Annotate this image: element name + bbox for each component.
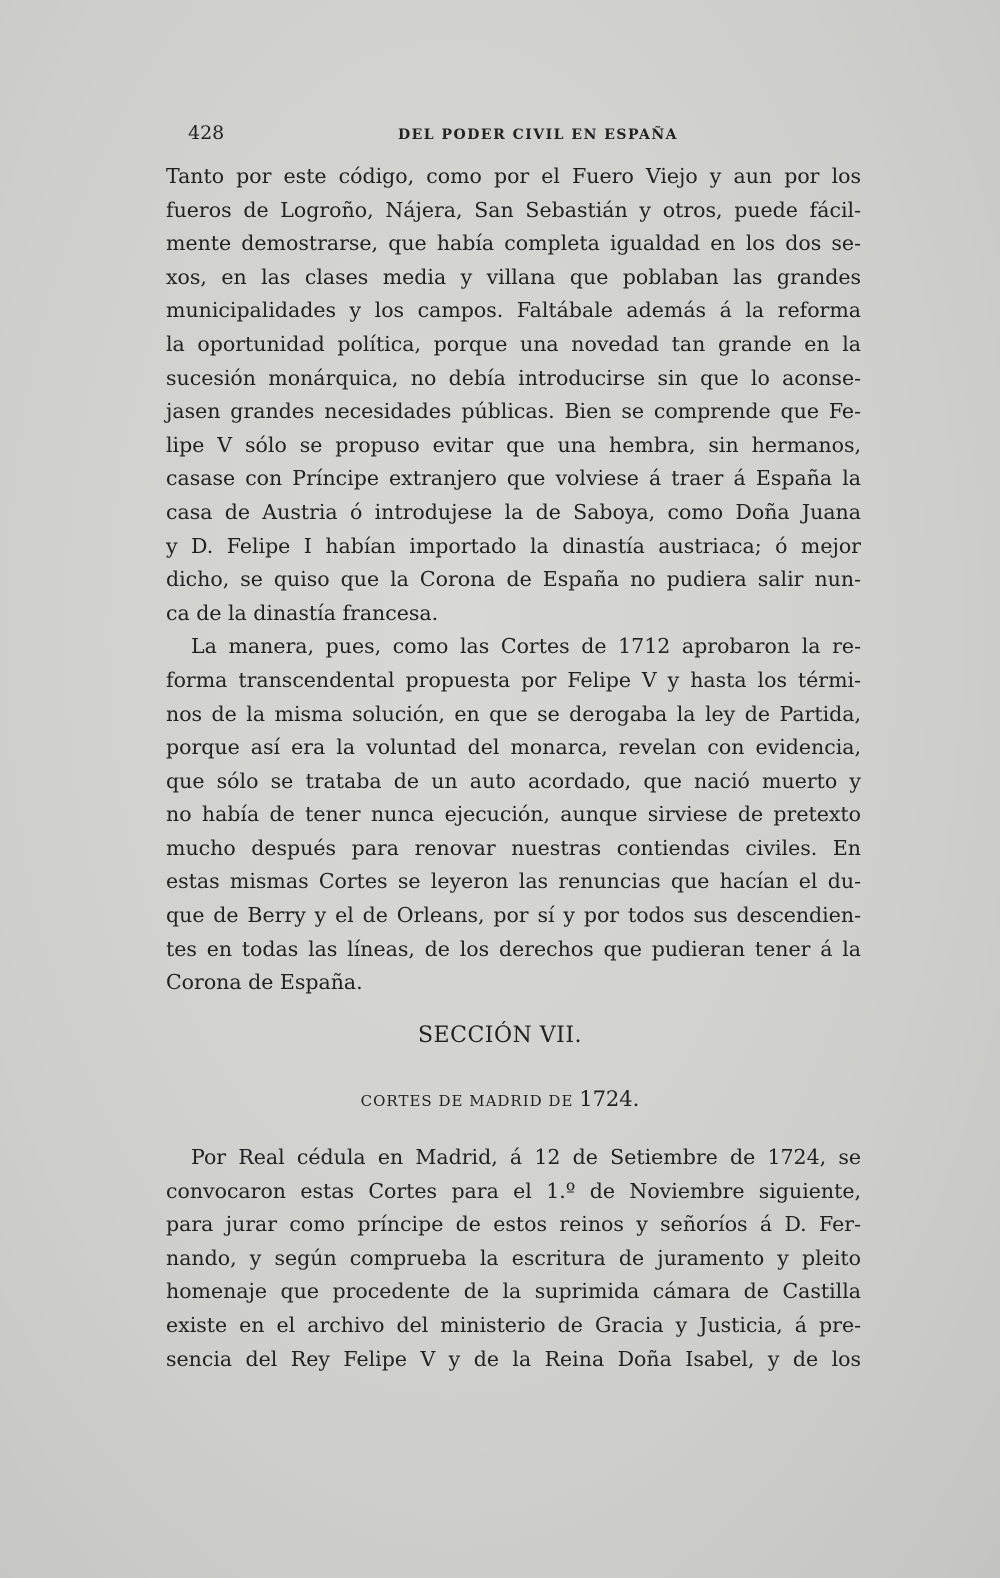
subheading-year: 1724. [579, 1087, 640, 1111]
text-line: sencia del Rey Felipe V y de la Reina Doña Isabel, y de los [166, 1346, 861, 1371]
text-line: tes en todas las líneas, de los derechos que pudieran tener á la [166, 936, 861, 961]
text-line: xos, en las clases media y villana que poblaban las grandes [166, 264, 861, 289]
section-title: SECCIÓN VII. [417, 1023, 583, 1048]
text-line: Por Real cédula en Madrid, á 12 de Setiembre de 1724, se [191, 1145, 861, 1169]
text-line: nando, y según comprueba la escritura de juramento y pleito [166, 1245, 861, 1270]
text-line: que sólo se trataba de un auto acordado, que nació muerto y [166, 768, 861, 793]
text-line: no había de tener nunca ejecución, aunque sirviese de pretexto [166, 802, 861, 827]
text-line: Corona de España. [166, 970, 363, 995]
text-line: jasen grandes necesidades públicas. Bien se comprende que Fe- [166, 399, 861, 424]
text-line: dicho, se quiso que la Corona de España no pudiera salir nun- [166, 567, 861, 592]
text-line: Tanto por este código, como por el Fuero Viejo y aun por los [166, 164, 861, 188]
text-line: sucesión monárquica, no debía introducirse sin que lo aconse- [166, 365, 861, 390]
text-line: ca de la dinastía francesa. [166, 600, 439, 625]
text-line: homenaje que procedente de la suprimida cámara de Castilla [166, 1279, 861, 1304]
text-line: casa de Austria ó introdujese la de Saboya, como Doña Juana [166, 499, 861, 524]
page-number: 428 [188, 122, 225, 144]
text-line: existe en el archivo del ministerio de Gracia y Justicia, á pre- [166, 1312, 861, 1337]
page-header [188, 122, 860, 152]
text-line: casase con Príncipe extranjero que volviese á traer á España la [166, 466, 861, 491]
text-line: fueros de Logroño, Nájera, San Sebastián y otros, puede fácil- [166, 197, 861, 222]
text-line: mente demostrarse, que había completa igualdad en los dos se- [166, 231, 861, 256]
paragraph-3 [166, 1141, 861, 1376]
text-line: que de Berry y el de Orleans, por sí y por todos sus descendien- [166, 903, 861, 928]
text-line: y D. Felipe I habían importado la dinastía austriaca; ó mejor [166, 533, 861, 558]
text-line: La manera, pues, como las Cortes de 1712 aprobaron la re- [191, 634, 861, 659]
text-line: convocaron estas Cortes para el 1.º de Noviembre siguiente, [166, 1178, 861, 1203]
text-line: municipalidades y los campos. Faltábale además á la reforma [166, 298, 861, 323]
section-subheading [0, 1087, 1000, 1111]
text-line: mucho después para renovar nuestras contiendas civiles. En [166, 835, 861, 860]
running-head: DEL PODER CIVIL EN ESPAÑA [398, 127, 679, 143]
text-line: porque así era la voluntad del monarca, revelan con evidencia, [166, 735, 861, 760]
text-line: la oportunidad política, porque una novedad tan grande en la [166, 331, 861, 356]
text-line: lipe V sólo se propuso evitar que una hembra, sin hermanos, [166, 432, 861, 457]
text-line: estas mismas Cortes se leyeron las renuncias que hacían el du- [166, 869, 861, 894]
text-line: nos de la misma solución, en que se derogaba la ley de Partida, [166, 701, 861, 726]
paragraph-1 [166, 160, 861, 1000]
subheading-text: CORTES DE MADRID DE [360, 1092, 574, 1110]
text-line: para jurar como príncipe de estos reinos y señoríos á D. Fer- [166, 1212, 861, 1237]
text-line: forma transcendental propuesta por Felipe V y hasta los térmi- [166, 667, 861, 692]
